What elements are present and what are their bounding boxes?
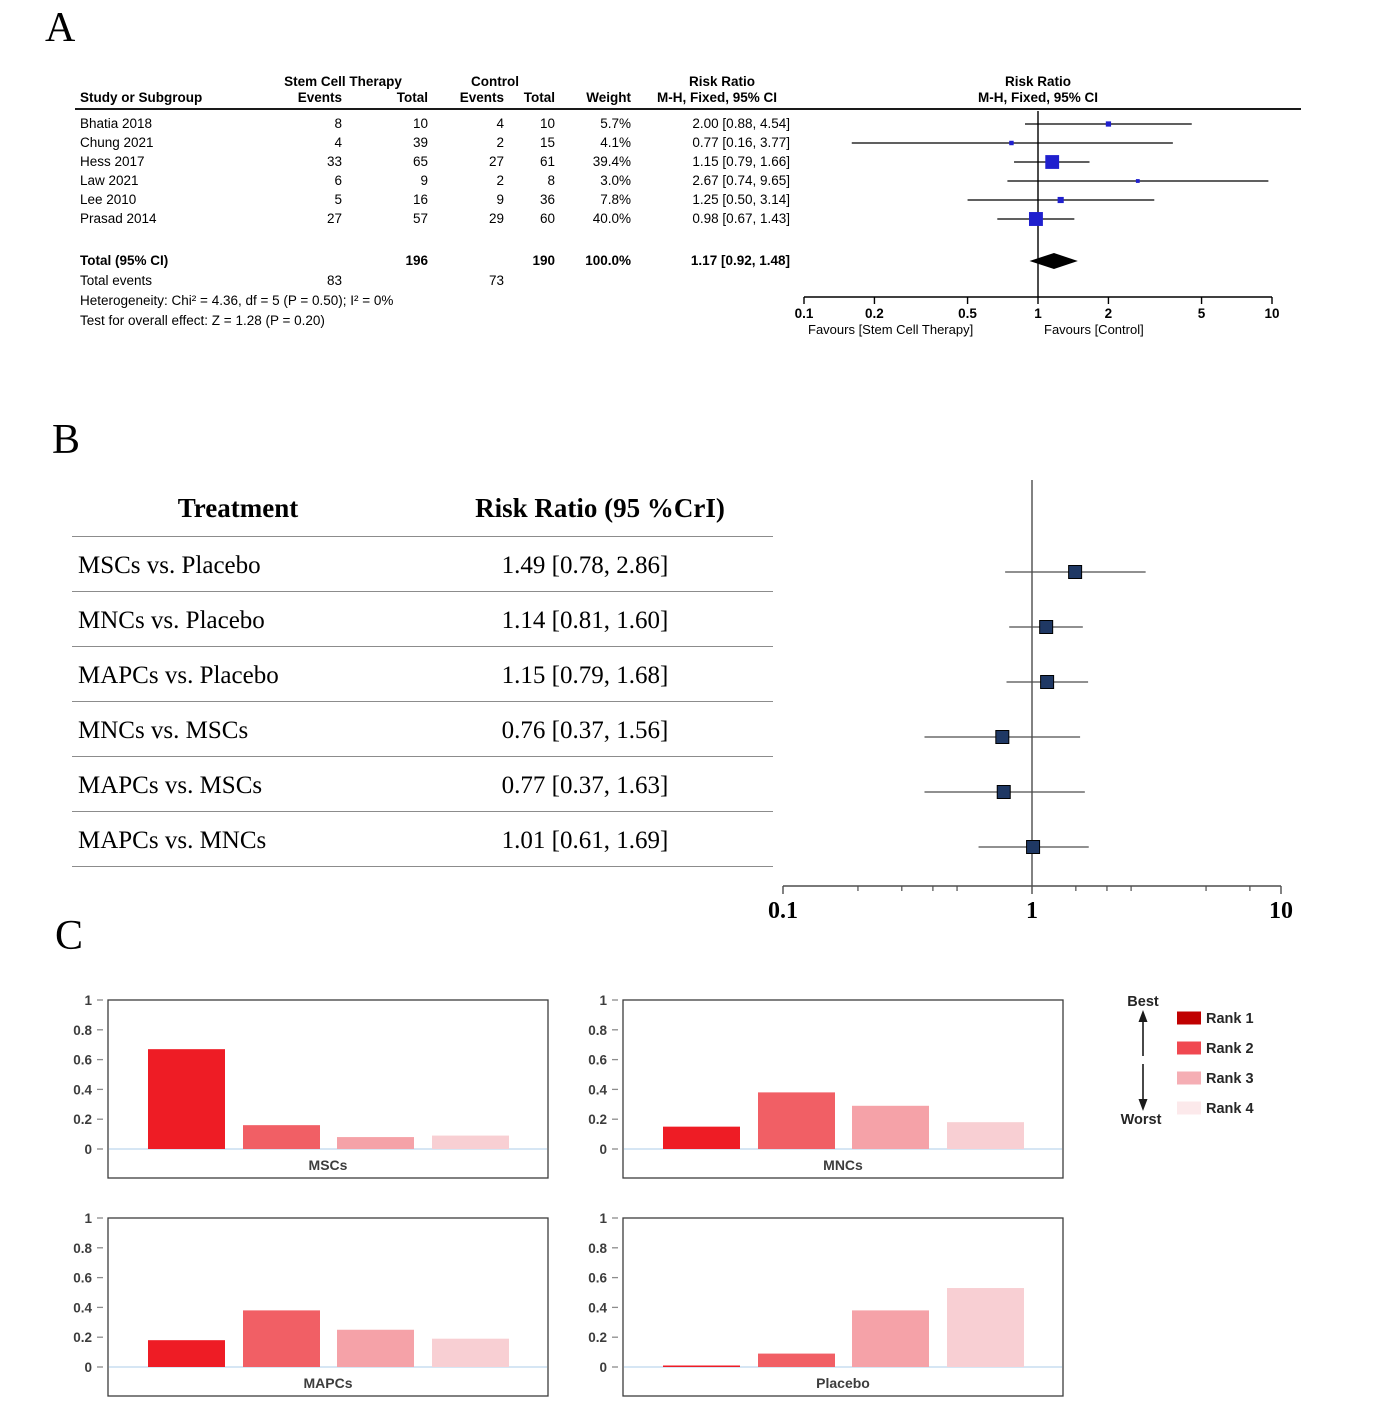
bar-rank-4 [947,1288,1024,1367]
study-cell-events_t: 5 [334,192,342,207]
col-header-weight: Weight [586,90,631,105]
table-separator [72,536,773,537]
legend-swatch-rank-2 [1177,1042,1201,1055]
treatment-cell: MAPCs vs. MSCs [78,772,263,799]
forest-a-tick-label: 0.5 [958,306,977,321]
treatment-cell: MSCs vs. Placebo [78,552,261,579]
bar-rank-1 [148,1049,225,1149]
study-cell-total_c: 36 [539,192,555,207]
study-cell-name: Hess 2017 [80,154,145,169]
study-cell-total_t: 39 [412,135,428,150]
treatment-header: Treatment [177,493,299,523]
y-tick-label: 1 [84,1211,92,1226]
study-cell-weight: 40.0% [592,211,631,226]
legend-label-rank-3: Rank 3 [1206,1071,1254,1087]
bar-rank-4 [432,1339,509,1367]
panel-c-label: C [55,913,84,959]
y-tick-label: 0.4 [73,1082,92,1098]
y-tick-label: 1 [599,993,607,1008]
effect-square [1045,155,1059,169]
total-events-cell-events_t: 83 [326,273,342,288]
total-cell-weight: 100.0% [585,253,631,268]
y-tick-label: 0.6 [588,1052,607,1068]
forest-a-tick-label: 10 [1264,306,1280,321]
header-rule [75,108,1301,110]
col-header-total-c: Total [523,90,555,105]
col-header-events-t: Events [297,90,342,105]
col-group-treatment: Stem Cell Therapy [284,74,402,89]
y-tick-label: 0.8 [73,1240,92,1256]
y-tick-label: 0 [84,1142,92,1157]
chart-frame [623,1000,1063,1178]
favours-left-label: Favours [Stem Cell Therapy] [808,322,974,337]
rr-cell: 1.14 [0.81, 1.60] [501,607,669,634]
y-tick-label: 0.4 [73,1300,92,1316]
table-separator [72,866,773,867]
y-tick-label: 0.6 [73,1052,92,1068]
bar-rank-2 [243,1125,320,1149]
favours-right-label: Favours [Control] [1044,322,1144,337]
y-tick-label: 0 [599,1360,607,1375]
study-cell-rr_text: 0.77 [0.16, 3.77] [692,135,790,150]
rr-cell: 0.77 [0.37, 1.63] [501,772,669,799]
col-header-mh: M-H, Fixed, 95% CI [656,90,778,105]
effect-square [1106,121,1111,126]
study-cell-events_t: 8 [334,116,342,131]
legend-swatch-rank-4 [1177,1102,1201,1115]
effect-square [1069,566,1082,579]
col-header-total-t: Total [396,90,428,105]
table-separator [72,646,773,647]
overall-effect-text: Test for overall effect: Z = 1.28 (P = 0.20) [80,313,325,328]
study-cell-events_t: 33 [326,154,342,169]
table-separator [72,591,773,592]
total-cell-total_c: 190 [532,253,555,268]
table-separator [72,756,773,757]
treatment-cell: MNCs vs. Placebo [78,607,265,634]
treatment-cell: MAPCs vs. MNCs [78,827,267,854]
treatment-cell: MAPCs vs. Placebo [78,662,279,689]
y-tick-label: 0.2 [588,1330,607,1346]
study-cell-rr_text: 2.00 [0.88, 4.54] [692,116,790,131]
study-cell-events_t: 4 [334,135,342,150]
bar-rank-3 [852,1310,929,1367]
heterogeneity-text: Heterogeneity: Chi² = 4.36, df = 5 (P = 0.50); I² = 0% [80,293,394,308]
y-tick-label: 0.4 [588,1300,607,1316]
forest-a-tick-label: 1 [1034,306,1042,321]
study-cell-name: Chung 2021 [80,135,154,150]
bar-rank-1 [148,1340,225,1367]
bar-rank-2 [243,1310,320,1367]
study-cell-events_c: 2 [496,135,504,150]
plot-title: Risk Ratio [1004,74,1072,89]
forest-a-tick-label: 5 [1197,306,1206,321]
forest-a-tick-label: 0.2 [865,306,884,321]
effect-square [997,786,1010,799]
risk-ratio-header: Risk Ratio (95 %CrI) [475,493,725,523]
study-cell-events_t: 6 [334,173,342,188]
panel-b-label: B [52,417,81,463]
total-diamond [1030,253,1078,269]
study-cell-events_c: 2 [496,173,504,188]
legend-swatch-rank-1 [1177,1012,1201,1025]
y-tick-label: 1 [84,993,92,1008]
y-tick-label: 0.8 [588,1240,607,1256]
study-cell-total_c: 8 [547,173,555,188]
y-tick-label: 0.8 [588,1022,607,1038]
y-tick-label: 0 [84,1360,92,1375]
chart-frame [108,1218,548,1396]
table-separator [72,811,773,812]
arrow-up-head [1139,1010,1148,1022]
study-cell-rr_text: 2.67 [0.74, 9.65] [692,173,790,188]
study-cell-total_t: 57 [412,211,428,226]
bar-rank-1 [663,1127,740,1149]
y-tick-label: 1 [599,1211,607,1226]
bar-rank-2 [758,1354,835,1367]
panel-a-label: A [45,5,76,51]
total-cell-total_t: 196 [405,253,428,268]
bar-rank-2 [758,1092,835,1149]
legend-label-rank-4: Rank 4 [1206,1101,1254,1117]
study-cell-total_c: 60 [539,211,555,226]
bar-rank-4 [947,1122,1024,1149]
plot-subtitle: M-H, Fixed, 95% CI [977,90,1099,105]
study-cell-total_t: 10 [412,116,428,131]
chart-category-label: Placebo [816,1375,870,1391]
legend-swatch-rank-3 [1177,1072,1201,1085]
study-cell-name: Bhatia 2018 [80,116,153,131]
study-cell-total_c: 61 [539,154,555,169]
study-cell-weight: 7.8% [600,192,631,207]
forest-a-tick-label: 2 [1104,306,1113,321]
effect-square [996,731,1009,744]
total-cell-rr_text: 1.17 [0.92, 1.48] [690,253,790,268]
y-tick-label: 0.4 [588,1082,607,1098]
study-cell-rr_text: 1.25 [0.50, 3.14] [692,192,790,207]
bar-rank-1 [663,1366,740,1367]
y-tick-label: 0.8 [73,1022,92,1038]
bar-rank-3 [337,1137,414,1149]
study-cell-weight: 4.1% [600,135,631,150]
y-tick-label: 0.6 [73,1270,92,1286]
forest-a-tick-label: 0.1 [794,306,814,321]
study-cell-total_t: 16 [412,192,428,207]
study-cell-name: Prasad 2014 [80,211,157,226]
total-events-cell-name: Total events [80,273,153,288]
y-tick-label: 0 [599,1142,607,1157]
effect-square [1041,676,1054,689]
total-cell-name: Total (95% CI) [80,253,169,268]
legend-worst-label: Worst [1120,1112,1162,1128]
bar-rank-3 [852,1106,929,1149]
study-cell-total_c: 15 [539,135,555,150]
study-cell-weight: 3.0% [600,173,631,188]
forest-b-tick-label: 1 [1026,898,1038,924]
effect-square [1040,621,1053,634]
legend-best-label: Best [1127,994,1159,1010]
study-cell-events_c: 4 [496,116,504,131]
col-header-events-c: Events [459,90,504,105]
legend-label-rank-1: Rank 1 [1206,1011,1254,1027]
rr-cell: 1.01 [0.61, 1.69] [501,827,669,854]
rr-cell: 1.49 [0.78, 2.86] [501,552,669,579]
study-cell-weight: 39.4% [592,154,631,169]
table-separator [72,701,773,702]
effect-square [1136,179,1140,183]
chart-category-label: MAPCs [303,1375,353,1391]
y-tick-label: 0.2 [73,1112,92,1128]
forest-b-tick-label: 10 [1269,898,1293,924]
chart-category-label: MNCs [823,1157,863,1173]
study-cell-events_c: 9 [496,192,504,207]
effect-square [1009,141,1013,145]
study-cell-events_c: 27 [488,154,504,169]
study-cell-name: Law 2021 [80,173,139,188]
bar-rank-4 [432,1136,509,1149]
rr-cell: 1.15 [0.79, 1.68] [501,662,669,689]
total-events-cell-events_c: 73 [488,273,504,288]
col-header-study: Study or Subgroup [80,90,203,105]
bar-rank-3 [337,1330,414,1367]
col-group-control: Control [471,74,519,89]
col-group-risk-ratio: Risk Ratio [688,74,756,89]
study-cell-total_t: 9 [420,173,428,188]
study-cell-rr_text: 0.98 [0.67, 1.43] [692,211,790,226]
y-tick-label: 0.2 [73,1330,92,1346]
study-cell-events_t: 27 [326,211,342,226]
treatment-cell: MNCs vs. MSCs [78,717,249,744]
forest-b-tick-label: 0.1 [768,898,798,924]
effect-square [1027,841,1040,854]
study-cell-events_c: 29 [488,211,504,226]
study-cell-weight: 5.7% [600,116,631,131]
y-tick-label: 0.6 [588,1270,607,1286]
rr-cell: 0.76 [0.37, 1.56] [501,717,669,744]
study-cell-total_t: 65 [412,154,428,169]
study-cell-name: Lee 2010 [80,192,137,207]
study-cell-total_c: 10 [539,116,555,131]
chart-category-label: MSCs [308,1157,348,1173]
arrow-down-head [1139,1099,1148,1111]
legend-label-rank-2: Rank 2 [1206,1041,1254,1057]
study-cell-rr_text: 1.15 [0.79, 1.66] [692,154,790,169]
effect-square [1058,197,1064,203]
y-tick-label: 0.2 [588,1112,607,1128]
effect-square [1029,212,1043,226]
